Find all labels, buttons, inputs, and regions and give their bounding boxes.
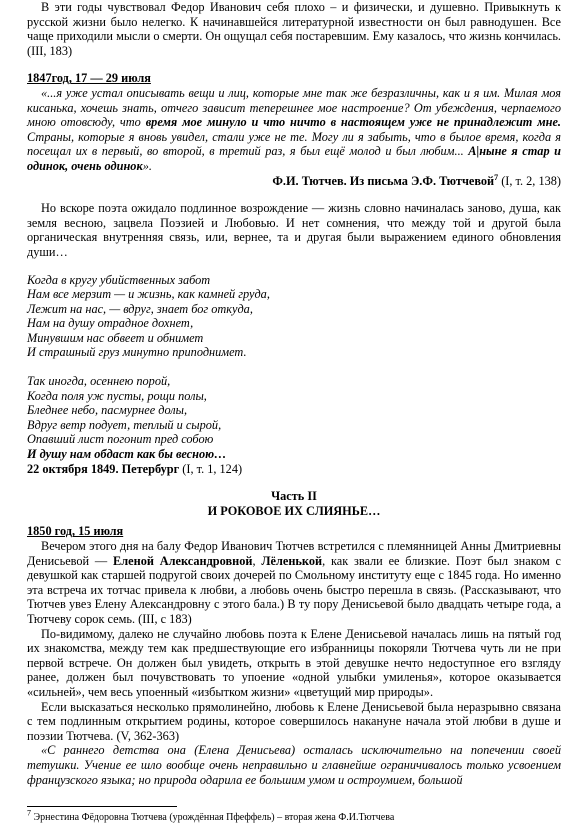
date-heading-1847: 1847год, 17 — 29 июля	[27, 71, 151, 86]
footnote-divider	[27, 806, 177, 807]
poem-last-line: И душу нам обдаст как бы весною…	[27, 447, 227, 462]
letter-signature: Ф.И. Тютчев. Из письма Э.Ф. Тютчевой$^7$ (I, т. 2, 138)	[272, 172, 561, 188]
poem-stanza-2	[27, 374, 561, 447]
poem-line: Так иногда, осеннею порой,	[27, 374, 171, 389]
paragraph-meeting: Вечером этого дня на балу Федор Иванович Тютчев встретился с племянницей Анны Дмитриевны Денисьевой — Еленой Александровной, Лёленькой, как звали ее близкие. Поэт был знаком с девушкой как старшей подругой своих дочерей по Смольному институту еще с 1845 года. Но именно эта встреча их тотчас привела к любви, а любовь очень быстро перешла в связь. (Рассказывают, что Тютчев увез Елену Александровну с этого бала.) В ту пору Денисьевой было двадцать четыре года, а Тютчеву сорок семь. (III, с 183)	[27, 539, 561, 626]
date-heading-1850: 1850 год, 15 июля	[27, 524, 124, 539]
poem-stanza-1	[27, 273, 561, 361]
poem-line: Минувшим нас обвеет и обнимет	[27, 330, 204, 345]
footnote-ref-7: 7	[494, 172, 499, 182]
poem-line: Вдруг ветр подует, теплый и сырой,	[27, 417, 222, 432]
paragraph-love: По-видимому, далеко не случайно любовь поэта к Елене Денисьевой началась лишь на пятый год их знакомства, между тем как предшествующие его избранницы покоряли Тютчева чуть ли не при первой встрече. Он должен был увидеть, открыть в этой девушке нечто недоступное его взгляду ранее, должен был почувствовать то упоение «одной улыбки умиленья», которое оказывается «сильней», чем весь упоенный «избытком жизни» «цветущий мир природы».	[27, 626, 561, 699]
poem-line: Лежит на нас, — вдруг, знает бог откуда,	[27, 301, 253, 316]
paragraph-rebirth: Но вскоре поэта ожидало подлинное возрождение — жизнь словно начиналась заново, душа, как земля весною, зацвела Поэзией и Любовью. И нет сомнения, что между той и другой была органическая внутренняя связь, или, вернее, та и другая были выражением единого обновления души…	[27, 201, 561, 259]
poem-line: Когда в кругу убийственных забот	[27, 272, 211, 287]
poem-line: Нам все мерзит — и жизнь, как камней груда,	[27, 287, 270, 302]
part-subtitle: И РОКОВОЕ ИХ СЛИЯНЬЕ…	[207, 503, 381, 518]
poem	[27, 273, 561, 477]
poem-line: Опавший лист погонит пред собою	[27, 432, 214, 447]
letter-quote: «...я уже устал описывать вещи и лиц, которые мне так же безразличны, как и я им. Милая моя кисанька, хочешь знать, отчего зависит теперешнее мое настроение? От убеждения, черпаемого мною отовсюду, что время мое минуло и что ничто в настоящем уже не принадлежит мне. Страны, которые я вновь увидел, стали уже не те. Могу ли я забыть, что в былое время, когда я посещал их в первый, во второй, в третий раз, я был ещё молод и был любим... А|ныне я стар и одинок, очень одинок».	[27, 85, 562, 173]
poem-line: Нам на душу отрадное дохнет,	[27, 316, 194, 331]
paragraph-intro: В эти годы чувствовал Федор Иванович себя плохо – и физически, и душевно. Привыкнуть к русской жизни было нелегко. К начинавшейся литературной известности он был равнодушен. Все чаще приходили мысли о смерти. Он ощущал себя постаревшим. Ему казалось, что жизнь кончилась.(III, 183)	[27, 0, 561, 58]
poem-date-signature: 22 октября 1849. Петербург (I, т. 1, 124)	[27, 461, 243, 476]
paragraph-homeland: Если высказаться несколько прямолинейно, любовь к Елене Денисьевой была неразрывно связана с тем подлинным открытием родины, которое совершилось накануне начала этой любви в душе и поэзии Тютчева. (V, 362-363)	[27, 699, 561, 743]
poem-line: Когда поля уж пусты, рощи полы,	[27, 388, 207, 403]
footnote: $^7$ Эрнестина Фёдоровна Тютчева (урождённая Пфеффель) – вторая жена Ф.И.Тютчева	[27, 808, 395, 823]
part-title: Часть II	[271, 489, 317, 504]
paragraph-biography-quote: «С раннего детства она (Елена Денисьева) осталась исключительно на попечении своей тетушки. Учение ее шло вообще очень неправильно и главнейше ограничивалось только усвоением французского языка; но природа одарила ее большим умом и остроумием, большой	[27, 743, 561, 787]
poem-line: Бледнее небо, пасмурнее долы,	[27, 403, 188, 418]
poem-line: И страшный груз минутно приподнимет.	[27, 345, 247, 360]
document-page	[27, 0, 561, 787]
